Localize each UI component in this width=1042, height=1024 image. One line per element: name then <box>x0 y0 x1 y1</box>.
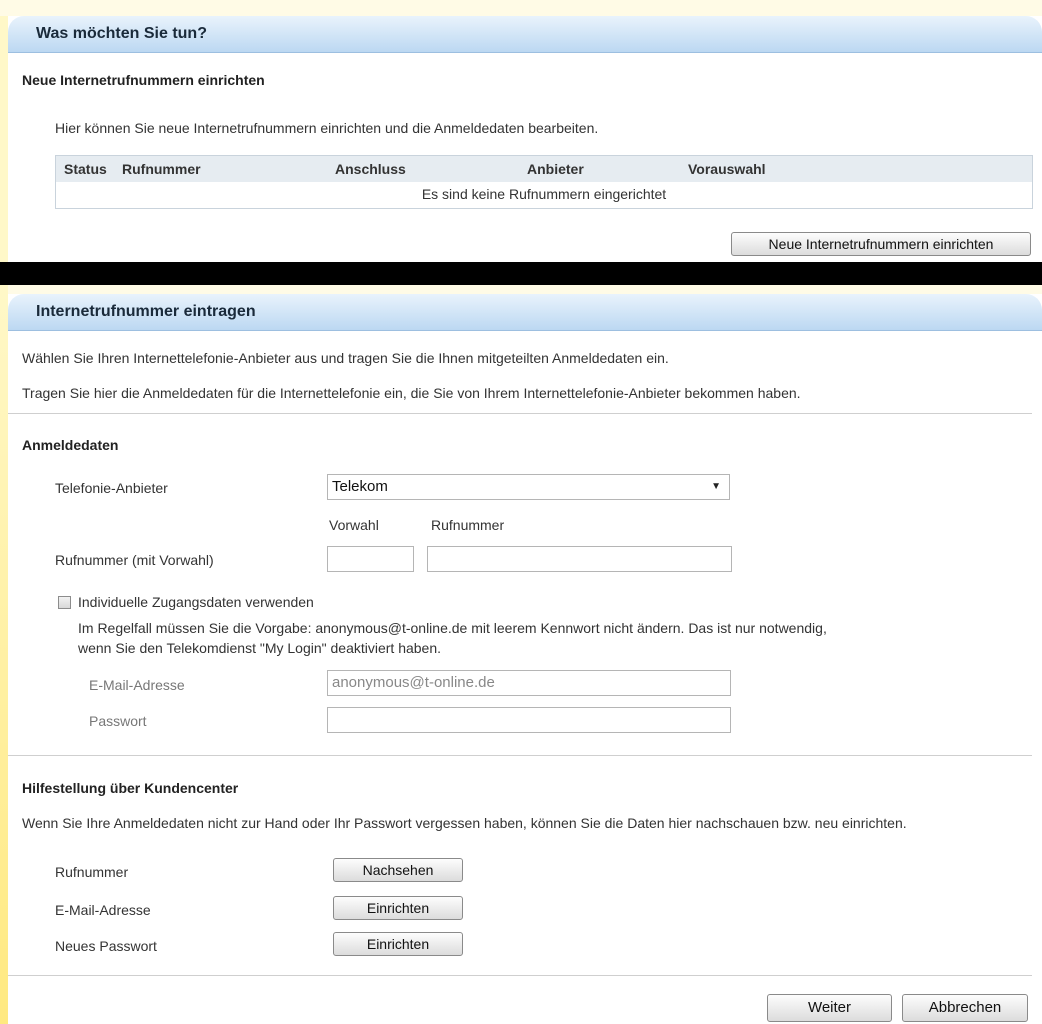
intro-line-2: Tragen Sie hier die Anmeldedaten für die Internettelefonie ein, die Sie von Ihrem Internettelefonie-Anbieter bekommen haben. <box>22 385 801 401</box>
custom-credentials-checkbox[interactable] <box>58 596 71 609</box>
next-button[interactable]: Weiter <box>767 994 892 1022</box>
password-input[interactable] <box>327 707 731 733</box>
panel-enter-number <box>8 294 1042 1024</box>
password-label: Passwort <box>89 713 147 729</box>
page-left-edge <box>0 16 8 262</box>
provider-select-value: Telekom <box>332 478 388 495</box>
panel-title: Internetrufnummer eintragen <box>8 294 1042 331</box>
vorwahl-input[interactable] <box>327 546 414 572</box>
number-label: Rufnummer (mit Vorwahl) <box>55 552 214 568</box>
section-title-help: Hilfestellung über Kundencenter <box>22 780 239 796</box>
table-header <box>56 156 1032 182</box>
column-header-vorauswahl[interactable]: Vorauswahl <box>688 161 766 177</box>
provider-select[interactable] <box>327 474 730 500</box>
screenshot-divider <box>0 262 1042 285</box>
help-text: Wenn Sie Ihre Anmeldedaten nicht zur Hand oder Ihr Passwort vergessen haben, können Sie die Daten hier nachschauen bzw. neu einrichten. <box>22 815 907 831</box>
intro-line-1: Wählen Sie Ihren Internettelefonie-Anbieter aus und tragen Sie die Ihnen mitgeteilten Anmeldedaten ein. <box>22 350 669 366</box>
hint-line-2: wenn Sie den Telekomdienst "My Login" deaktiviert haben. <box>78 640 442 656</box>
cancel-button[interactable]: Abbrechen <box>902 994 1028 1022</box>
column-header-rufnummer[interactable]: Rufnummer <box>122 161 201 177</box>
email-input[interactable]: anonymous@t-online.de <box>327 670 731 696</box>
column-header-anbieter[interactable]: Anbieter <box>527 161 584 177</box>
section-divider <box>8 755 1032 756</box>
numbers-table <box>55 155 1033 209</box>
panel-description: Hier können Sie neue Internetrufnummern einrichten und die Anmeldedaten bearbeiten. <box>55 120 599 136</box>
column-header-anschluss[interactable]: Anschluss <box>335 161 406 177</box>
help-row-label-password: Neues Passwort <box>55 938 157 954</box>
column-header-status[interactable]: Status <box>64 161 107 177</box>
email-label: E-Mail-Adresse <box>89 677 185 693</box>
help-row-label-rufnummer: Rufnummer <box>55 864 129 880</box>
add-numbers-button[interactable]: Neue Internetrufnummern einrichten <box>731 232 1031 256</box>
vorwahl-column-label: Vorwahl <box>329 517 379 533</box>
panel-title: Was möchten Sie tun? <box>8 16 1042 53</box>
rufnummer-input[interactable] <box>427 546 732 572</box>
setup-password-button[interactable]: Einrichten <box>333 932 463 956</box>
rufnummer-column-label: Rufnummer <box>431 517 505 533</box>
table-empty-message: Es sind keine Rufnummern eingerichtet <box>421 186 667 202</box>
custom-credentials-label[interactable]: Individuelle Zugangsdaten verwenden <box>78 594 314 610</box>
page-left-edge-2 <box>0 285 8 1024</box>
setup-email-button[interactable]: Einrichten <box>333 896 463 920</box>
section-divider <box>8 975 1032 976</box>
chevron-down-icon: ▼ <box>711 481 721 492</box>
section-title-login: Anmeldedaten <box>22 437 119 453</box>
help-row-label-email: E-Mail-Adresse <box>55 902 151 918</box>
panel-what-to-do <box>8 16 1042 262</box>
lookup-number-button[interactable]: Nachsehen <box>333 858 463 882</box>
hint-line-1: Im Regelfall müssen Sie die Vorgabe: anonymous@t-online.de mit leerem Kennwort nicht ändern. Das ist nur notwendig, <box>78 620 827 636</box>
section-divider <box>8 413 1032 414</box>
provider-label: Telefonie-Anbieter <box>55 480 168 496</box>
section-title-new-numbers: Neue Internetrufnummern einrichten <box>22 72 265 88</box>
